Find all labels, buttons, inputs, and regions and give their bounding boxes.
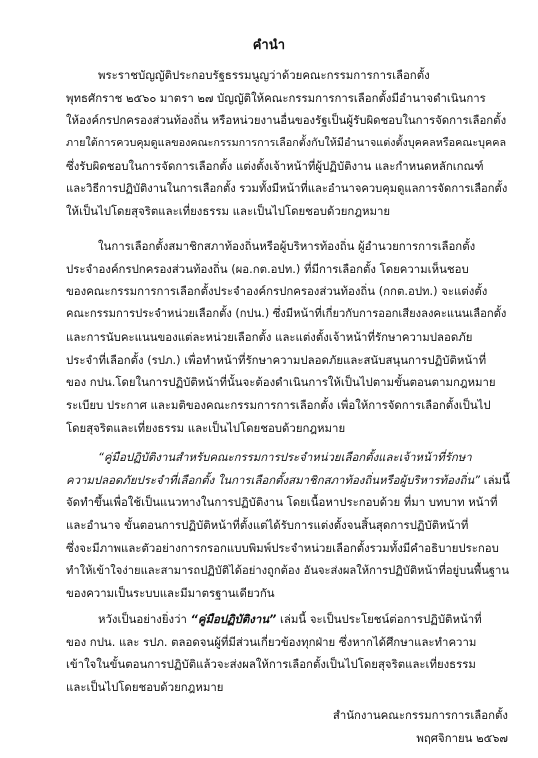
paragraph-line: ในการเลือกตั้งสมาชิกสภาท้องถิ่นหรือผู้บริหารท้องถิ่น ผู้อำนวยการการเลือกตั้ง <box>98 239 476 253</box>
paragraph-line: ของคณะกรรมการการเลือกตั้งประจำองค์กรปกครองส่วนท้องถิ่น (กกต.อปท.) จะแต่งตั้ง <box>66 284 488 299</box>
paragraph-line: โดยสุจริตและเที่ยงธรรม และเป็นไปโดยชอบด้วยกฎหมาย <box>66 420 346 435</box>
paragraph-line: ให้เป็นไปโดยสุจริตและเที่ยงธรรม และเป็นไปโดยชอบด้วยกฎหมาย <box>66 204 391 219</box>
paragraph-line: ประจำองค์กรปกครองส่วนท้องถิ่น (ผอ.กต.อปท.) ที่มีการเลือกตั้ง โดยความเห็นชอบ <box>66 261 469 276</box>
paragraph-line: ของ กปน.โดยในการปฏิบัติหน้าที่นั้นจะต้องดำเนินการให้เป็นไปตามขั้นตอนตามกฎหมาย <box>66 375 496 390</box>
paragraph-line: ให้องค์กรปกครองส่วนท้องถิ่น หรือหน่วยงานอื่นของรัฐเป็นผู้รับผิดชอบในการจัดการเลือกตั้ง <box>66 113 507 128</box>
signature-block <box>333 704 508 749</box>
paragraph-line: ภายใต้การควบคุมดูแลของคณะกรรมการการเลือกตั้งกับให้มีอำนาจแต่งตั้งบุคคลหรือคณะบุคคล <box>66 136 507 150</box>
paragraph-line: และวิธีการปฏิบัติงานในการเลือกตั้ง รวมทั้งมีหน้าที่และอำนาจควบคุมดูแลการจัดการเลือกตั้ง <box>66 181 508 195</box>
paragraph-line: และการนับคะแนนของแต่ละหน่วยเลือกตั้ง และแต่งตั้งเจ้าหน้าที่รักษาความปลอดภัย <box>66 329 473 344</box>
page-title: คำนำ <box>252 38 286 53</box>
paragraph-4 <box>66 608 510 699</box>
paragraph-line: ของความเป็นระบบและมีมาตรฐานเดียวกัน <box>66 586 275 601</box>
signature-org: สำนักงานคณะกรรมการการเลือกตั้ง <box>332 708 508 722</box>
paragraph-line: ประจำที่เลือกตั้ง (รปภ.) เพื่อทำหน้าที่รักษาความปลอดภัยและสนับสนุนการปฏิบัติหน้าที่ <box>66 352 487 367</box>
paragraph-text: หวังเป็นอย่างยิ่งว่า <box>98 612 191 626</box>
paragraph-line: ทำให้เข้าใจง่ายและสามารถปฏิบัติได้อย่างถูกต้อง อันจะส่งผลให้การปฏิบัติหน้าที่อยู่บนพื้นฐาน <box>66 563 509 577</box>
paragraph-line: คณะกรรมการประจำหน่วยเลือกตั้ง (กปน.) ซึ่งมีหน้าที่เกี่ยวกับการออกเสียงลงคะแนนเลือกตั้ง <box>66 307 507 321</box>
paragraph-line: ซึ่งจะมีภาพและตัวอย่างการกรอกแบบพิมพ์ประจำหน่วยเลือกตั้งรวมทั้งมีคำอธิบายประกอบ <box>66 540 499 555</box>
paragraph-line: เข้าใจในขั้นตอนการปฏิบัติแล้วจะส่งผลให้การเลือกตั้งเป็นไปโดยสุจริตและเที่ยงธรรม <box>66 657 476 672</box>
paragraph-line <box>66 469 510 492</box>
paragraph-3 <box>66 446 510 605</box>
paragraph-line: จัดทำขึ้นเพื่อใช้เป็นแนวทางในการปฏิบัติงาน โดยเนื้อหาประกอบด้วย ที่มา บทบาท หน้าที่ <box>66 495 498 510</box>
paragraph-line <box>66 608 510 631</box>
paragraph-2 <box>66 235 510 439</box>
paragraph-1 <box>66 64 510 223</box>
paragraph-text: เล่มนี้ จะเป็นประโยชน์ต่อการปฏิบัติหน้าที่ <box>276 612 482 626</box>
paragraph-line: ระเบียบ ประกาศ และมติของคณะกรรมการการเลือกตั้ง เพื่อให้การจัดการเลือกตั้งเป็นไป <box>66 397 491 412</box>
paragraph-line: พระราชบัญญัติประกอบรัฐธรรมนูญว่าด้วยคณะกรรมการการเลือกตั้ง <box>98 68 430 82</box>
paragraph-line: และอำนาจ ขั้นตอนการปฏิบัติหน้าที่ตั้งแต่ได้รับการแต่งตั้งจนสิ้นสุดการปฏิบัติหน้าที่ <box>66 518 469 533</box>
paragraph-line: ของ กปน. และ รปภ. ตลอดจนผู้ที่มีส่วนเกี่ยวข้องทุกฝ่าย ซึ่งหากได้ศึกษาและทำความ <box>66 634 477 649</box>
signature-date: พฤศจิกายน ๒๕๖๗ <box>416 730 508 745</box>
manual-title-italic: “คู่มือปฏิบัติงานสำหรับคณะกรรมการประจำหน่วยเลือกตั้งและเจ้าหน้าที่รักษา <box>98 450 472 464</box>
paragraph-text: เล่มนี้ <box>480 472 510 487</box>
manual-name-bold: “คู่มือปฏิบัติงาน” <box>190 612 277 626</box>
paragraph-line: ซึ่งรับผิดชอบในการจัดการเลือกตั้ง แต่งตั้งเจ้าหน้าที่ผู้ปฏิบัติงาน และกำหนดหลักเกณฑ์ <box>66 158 484 173</box>
paragraph-line: พุทธศักราช ๒๕๖๐ มาตรา ๒๗ บัญญัติให้คณะกรรมการการเลือกตั้งมีอำนาจดำเนินการ <box>66 90 486 105</box>
paragraph-line: และเป็นไปโดยชอบด้วยกฎหมาย <box>66 680 224 695</box>
manual-title-italic-cont: ความปลอดภัยประจำที่เลือกตั้ง ในการเลือกตั้งสมาชิกสภาท้องถิ่นหรือผู้บริหารท้องถิ่น” <box>66 472 481 487</box>
